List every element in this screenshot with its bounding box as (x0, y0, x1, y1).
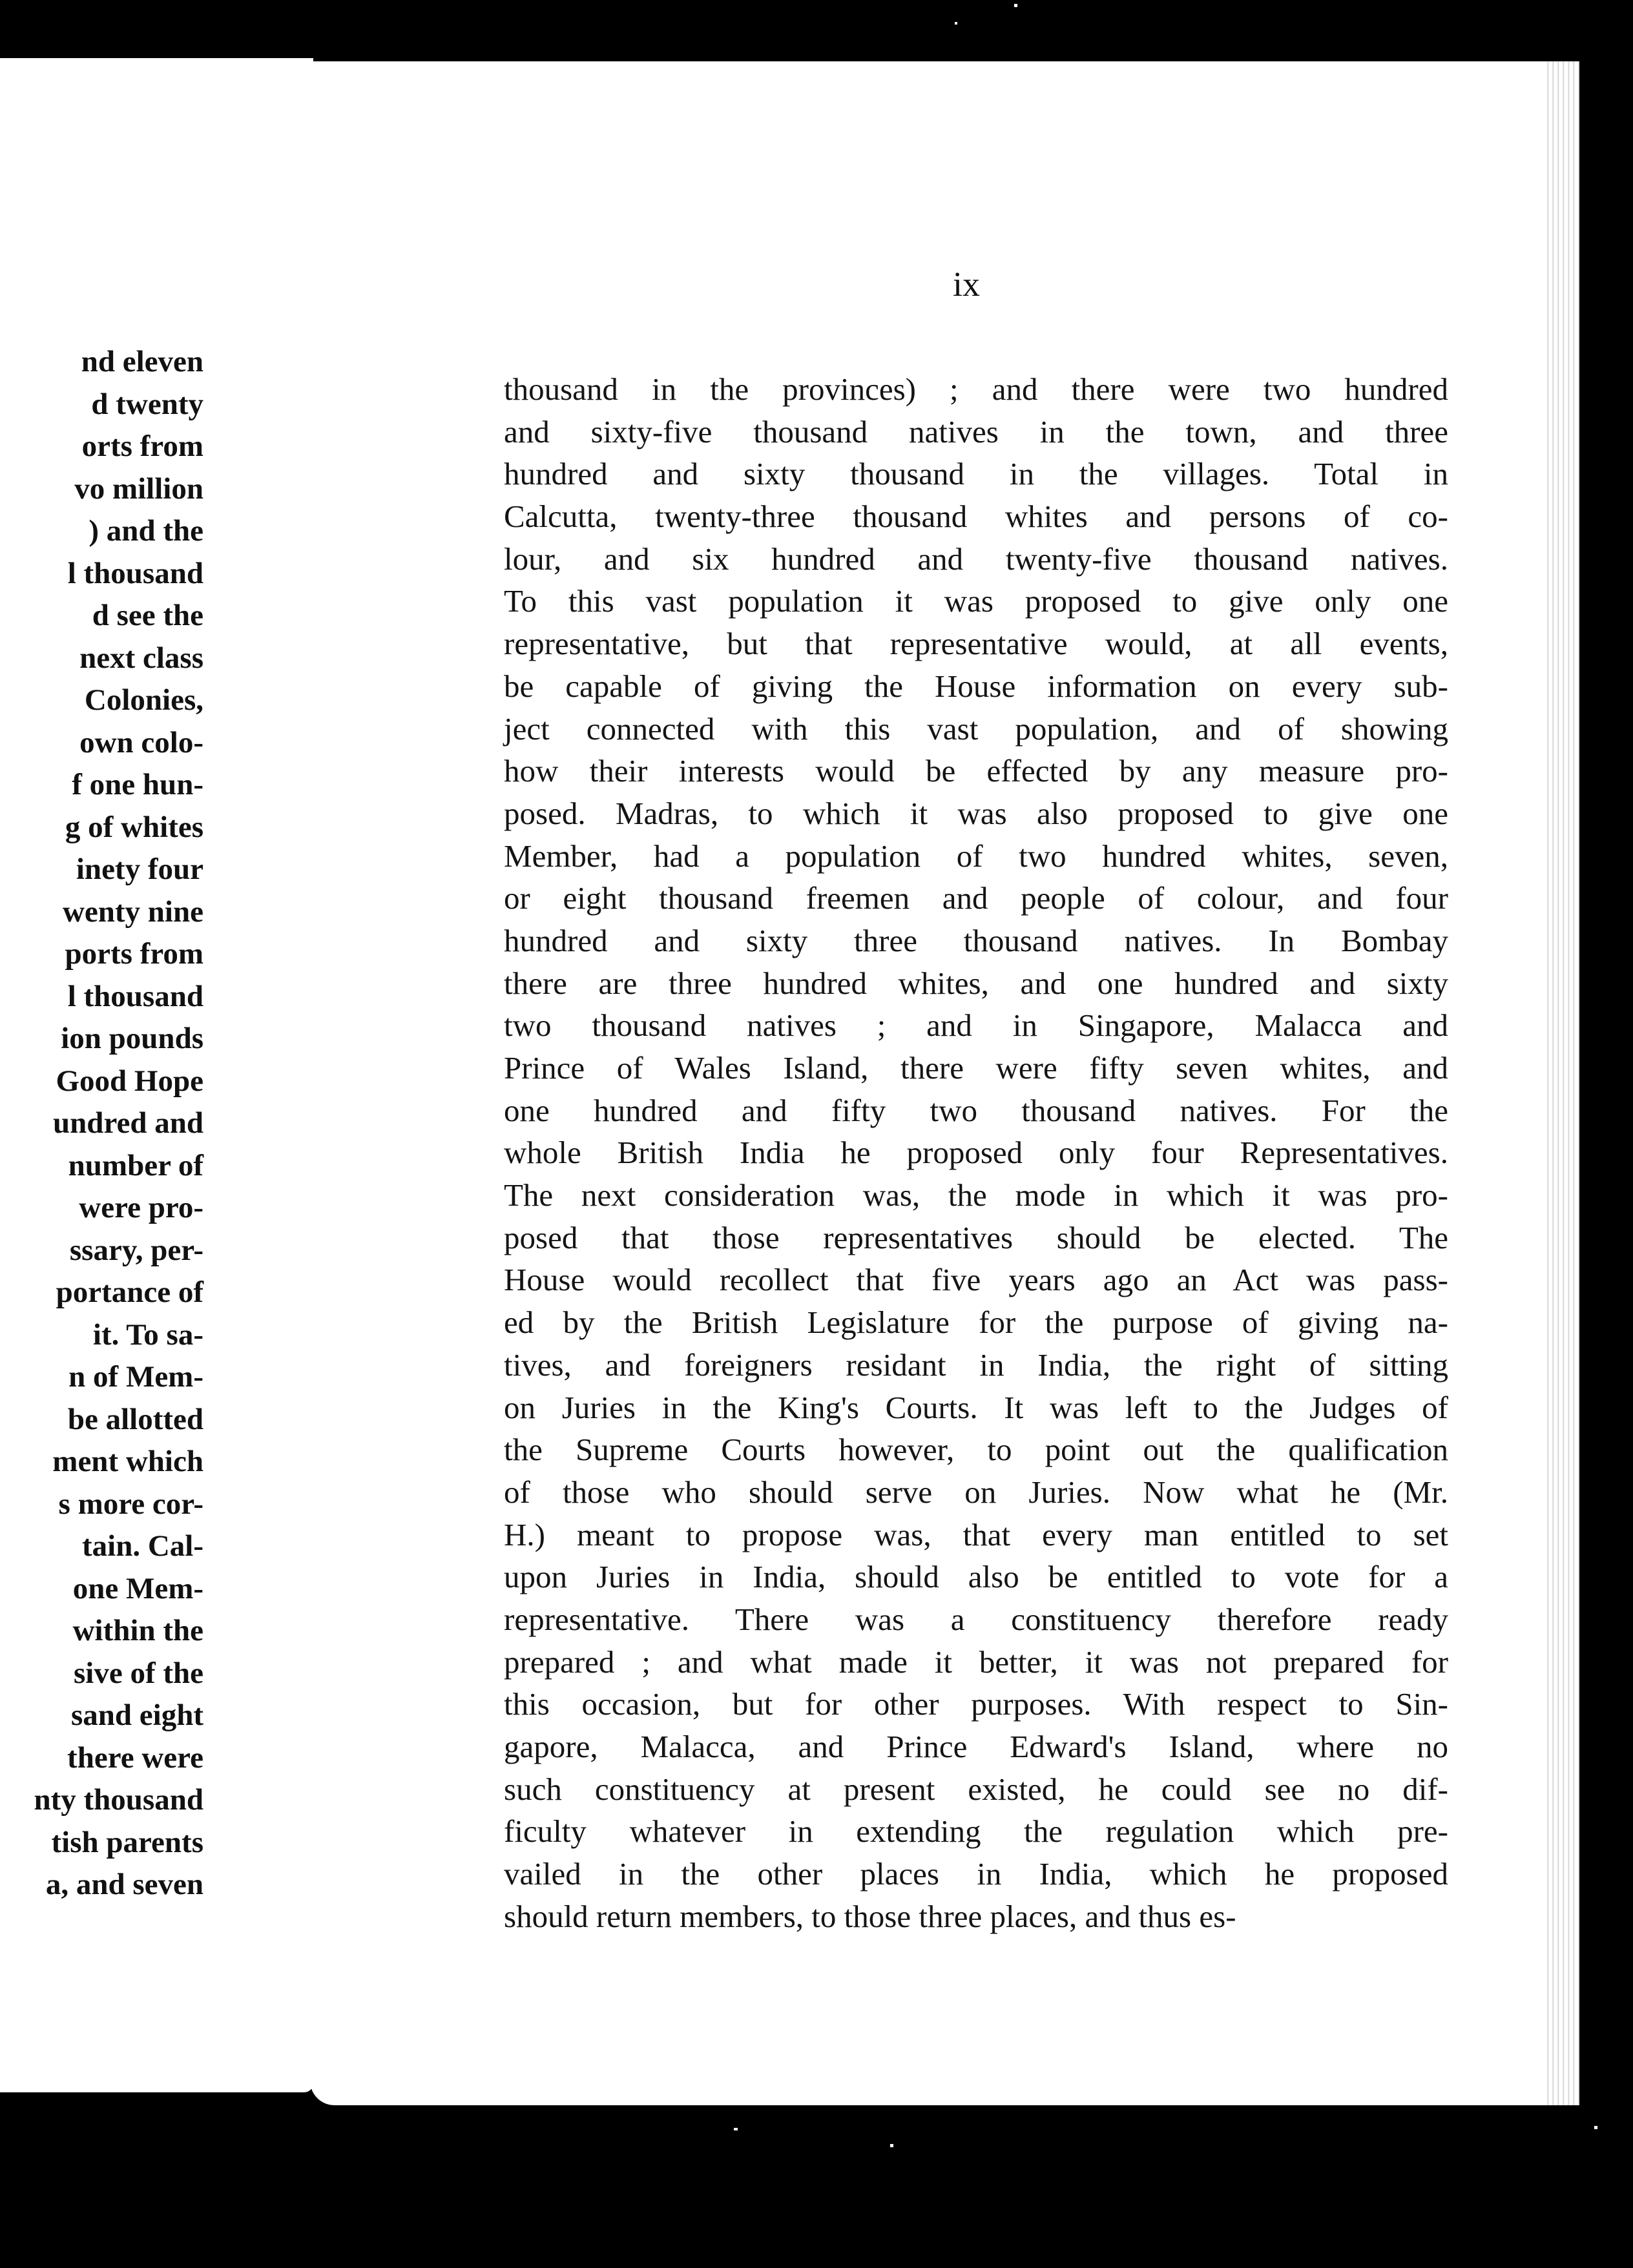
scan-speck (734, 2128, 738, 2130)
text-line: Member, had a population of two hundred whites, seven, (504, 838, 1448, 874)
facing-page-line: vo million (74, 471, 203, 506)
text-line: ject connected with this vast population, and of showing (504, 710, 1448, 747)
facing-page-line: tain. Cal- (82, 1529, 203, 1563)
facing-page-line: there were (67, 1740, 203, 1775)
text-line: posed. Madras, to which it was also proposed to give one (504, 795, 1448, 831)
text-line: thousand in the provinces) ; and there were two hundred (504, 371, 1448, 407)
facing-page-line: one Mem- (72, 1571, 203, 1605)
text-line: such constituency at present existed, he could see no dif- (504, 1771, 1448, 1807)
text-line: whole British India he proposed only four Representatives. (504, 1135, 1448, 1171)
text-line: and sixty-five thousand natives in the town, and three (504, 413, 1448, 449)
facing-page-line: ssary, per- (69, 1233, 203, 1267)
text-line: ficulty whatever in extending the regulation which pre- (504, 1813, 1448, 1850)
text-line: how their interests would be effected by any measure pro- (504, 753, 1448, 789)
scan-speck (955, 22, 957, 25)
page-number: ix (953, 265, 981, 304)
facing-page-line: ment which (52, 1445, 203, 1478)
text-line: ed by the British Legislature for the purpose of giving na- (504, 1304, 1448, 1341)
facing-page (0, 58, 313, 2092)
facing-page-line: were pro- (79, 1191, 203, 1224)
facing-page-line: a, and seven (45, 1868, 203, 1901)
text-line: on Juries in the King's Courts. It was left to the Judges of (504, 1389, 1448, 1425)
facing-page-line: Good Hope (56, 1064, 203, 1098)
text-line: Calcutta, twenty-three thousand whites and persons of co- (504, 499, 1448, 535)
facing-page-line: nty thousand (34, 1783, 203, 1817)
facing-page-line: d twenty (91, 387, 203, 421)
text-line: hundred and sixty thousand in the villages. Total in (504, 456, 1448, 492)
facing-page-line: orts from (81, 429, 203, 463)
facing-page-line: ports from (65, 937, 203, 971)
facing-page-line: it. To sa- (92, 1317, 203, 1352)
facing-page-line: sand eight (70, 1698, 203, 1732)
facing-page-line: number of (68, 1148, 203, 1182)
text-line: the Supreme Courts however, to point out the qualification (504, 1432, 1448, 1468)
text-line: House would recollect that five years ago an Act was pass- (504, 1262, 1448, 1298)
facing-page-line: undred and (53, 1106, 203, 1140)
text-line: gapore, Malacca, and Prince Edward's Island, where no (504, 1729, 1448, 1764)
facing-page-line: wenty nine (62, 894, 203, 929)
facing-page-line: tish parents (51, 1825, 203, 1859)
facing-page-line: ) and the (88, 514, 203, 548)
text-line: The next consideration was, the mode in which it was pro- (504, 1177, 1448, 1213)
facing-page-line: f one hun- (72, 768, 203, 801)
facing-page-line: s more cor- (58, 1487, 203, 1521)
scan-speck (1014, 4, 1017, 7)
facing-page-line: Colonies, (84, 683, 203, 717)
facing-page-line: own colo- (79, 725, 203, 759)
facing-page-line: next class (79, 641, 203, 675)
text-line: there are three hundred whites, and one hundred and sixty (504, 965, 1448, 1001)
text-line: two thousand natives ; and in Singapore, Malacca and (504, 1007, 1448, 1044)
facing-page-line: l thousand (67, 556, 203, 590)
text-line: prepared ; and what made it better, it was not prepared for (504, 1644, 1448, 1680)
text-line: upon Juries in India, should also be entitled to vote for a (504, 1559, 1448, 1595)
text-line: lour, and six hundred and twenty-five thousand natives. (504, 541, 1448, 577)
text-line: Prince of Wales Island, there were fifty seven whites, and (504, 1050, 1448, 1086)
page-edge-stack (1544, 61, 1579, 2105)
text-line: H.) meant to propose was, that every man entitled to set (504, 1516, 1448, 1552)
text-line: should return members, to those three places, and thus es- (504, 1898, 1236, 1934)
text-line: posed that those representatives should be elected. The (504, 1219, 1448, 1255)
facing-page-line: nd eleven (81, 345, 203, 378)
scan-speck (1594, 2126, 1597, 2129)
text-line: one hundred and fifty two thousand natives. For the (504, 1092, 1448, 1128)
facing-page-line: l thousand (67, 979, 203, 1013)
facing-page-line: ion pounds (61, 1022, 203, 1055)
scan-speck (890, 2144, 893, 2147)
text-line: or eight thousand freemen and people of colour, and four (504, 880, 1448, 916)
text-line: vailed in the other places in India, which he proposed (504, 1856, 1448, 1892)
facing-page-line: sive of the (73, 1656, 203, 1690)
text-line: To this vast population it was proposed to give only one (504, 583, 1448, 619)
facing-page-line: be allotted (67, 1402, 203, 1436)
facing-page-line: portance of (56, 1275, 203, 1309)
text-line: representative, but that representative would, at all events, (504, 626, 1448, 662)
text-line: this occasion, but for other purposes. With respect to Sin- (504, 1686, 1448, 1722)
text-line: tives, and foreigners residant in India, the right of sitting (504, 1346, 1448, 1383)
page (310, 61, 1579, 2105)
text-line: be capable of giving the House information on every sub- (504, 668, 1448, 704)
facing-page-line: g of whites (65, 810, 203, 844)
facing-page-line: d see the (92, 599, 203, 632)
text-line: of those who should serve on Juries. Now what he (Mr. (504, 1474, 1448, 1510)
text-line: representative. There was a constituency therefore ready (504, 1601, 1448, 1637)
body-text (504, 368, 1448, 1937)
facing-page-line: within the (72, 1614, 203, 1647)
facing-page-line: n of Mem- (68, 1360, 203, 1394)
facing-page-line: inety four (76, 852, 203, 886)
text-line: hundred and sixty three thousand natives. In Bombay (504, 922, 1448, 958)
